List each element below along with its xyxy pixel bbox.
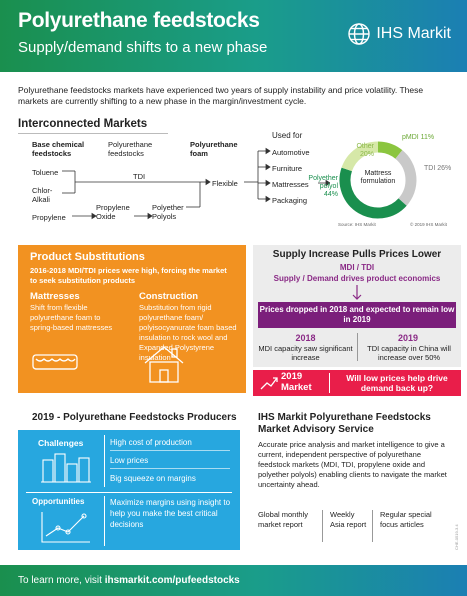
logo-text: IHS Markit — [376, 25, 451, 42]
donut-slice-tdi — [399, 154, 411, 202]
label-other: Other 20% — [356, 143, 374, 158]
opportunities-text: Maximize margins using insight to help you make the best critical decisions — [110, 498, 231, 529]
col-head-pu-foam: Polyurethane foam — [190, 140, 238, 158]
footer-prefix: To learn more, visit — [18, 575, 105, 586]
tdi-capacity-text: TDI capacity in China will increase over 50% — [367, 344, 451, 362]
use-packaging: Packaging — [272, 196, 308, 205]
substitutions-title: Product Substitutions — [30, 251, 145, 263]
col-head-base-chemical: Base chemical feedstocks — [32, 140, 85, 158]
challenge-2: Low prices — [110, 455, 230, 469]
service-divider-2 — [372, 510, 373, 542]
chart-up-icon — [259, 374, 279, 392]
construction-title: Construction — [139, 291, 199, 302]
globe-icon — [347, 22, 371, 46]
polyether-polyols-label: Polyether Polyols — [152, 203, 184, 221]
footer-banner — [0, 565, 467, 596]
challenges-divider — [104, 435, 105, 487]
opportunities-divider — [104, 496, 105, 546]
copyright-note: © 2019 IHS Markit — [410, 222, 447, 227]
use-mattresses: Mattresses — [272, 180, 309, 189]
service-special-focus: Regular special focus articles — [380, 510, 432, 529]
use-automotive: Automotive — [272, 148, 310, 157]
footer-link[interactable]: ihsmarkit.com/pufeedstocks — [104, 575, 240, 586]
growth-chart-icon — [40, 510, 92, 544]
label-polyether: Polyether polyol 44% — [308, 175, 338, 198]
supply-sub: MDI / TDI — [339, 263, 375, 272]
arrow-down-icon — [351, 285, 363, 301]
mattresses-text: Shift from flexible polyurethane foam to spring-based mattresses — [30, 303, 113, 332]
service-global-monthly: Global monthly market report — [258, 510, 309, 529]
market-year: 2019 — [281, 371, 303, 382]
page-title: Polyurethane feedstocks — [18, 9, 260, 32]
use-furniture: Furniture — [272, 164, 303, 173]
page-subtitle: Supply/demand shifts to a new phase — [18, 39, 268, 56]
city-skyline-icon — [40, 452, 92, 484]
ihs-markit-logo — [347, 22, 451, 46]
intro-paragraph: Polyurethane feedstocks markets have experienced two years of supply instability and price volatility. These markets are currently shifting to a new phase in the margin/investment cycle. — [18, 85, 424, 106]
producers-hr — [26, 492, 232, 493]
document-code: CHE-0519-3.4 — [454, 524, 459, 550]
market-banner — [253, 370, 461, 396]
challenge-3: Big squeeze on margins — [110, 474, 196, 483]
interconnected-title: Interconnected Markets — [18, 118, 148, 130]
mdi-capacity-text: MDI capacity saw significant increase — [258, 344, 353, 362]
supply-sub2: Supply / Demand drives product economics — [273, 274, 441, 283]
chlor-alkali-label: Chlor-Alkali — [32, 186, 53, 204]
mattresses-title: Mattresses — [30, 291, 80, 302]
propylene-label: Propylene — [32, 213, 66, 222]
mattress-icon — [30, 345, 80, 383]
house-icon — [139, 341, 189, 387]
col-head-used-for: Used for — [272, 131, 303, 140]
flow-connectors — [0, 0, 330, 240]
flexible-label: Flexible — [212, 179, 238, 188]
construction-text: Substitution from rigid polyurethane foam/ polyisocyanurate foam based insulation to rock wool and Expanded Polystyrene insulation — [139, 303, 237, 362]
label-pmdi: pMDI 11% — [402, 134, 435, 141]
service-divider-1 — [322, 510, 323, 542]
market-divider — [329, 373, 330, 393]
challenge-1: High cost of production — [110, 437, 230, 451]
donut-slice-pmdi — [378, 147, 399, 154]
propylene-oxide-label: Propylene Oxide — [96, 203, 130, 221]
year-2019: 2019 — [397, 333, 419, 343]
substitutions-intro: 2016-2018 MDI/TDI prices were high, forcing the market to seek substitution products — [30, 266, 227, 285]
service-weekly-asia: Weekly Asia report — [330, 510, 367, 529]
supply-divider — [357, 333, 358, 361]
market-word: Market — [281, 382, 312, 393]
advisory-title: IHS Markit Polyurethane Feedstocks Market Advisory Service — [258, 412, 431, 435]
challenges-label: Challenges — [38, 438, 84, 448]
producers-title: 2019 - Polyurethane Feedstocks Producers — [32, 412, 237, 423]
source-note: Source: IHS Markit — [338, 222, 376, 227]
toluene-label: Toluene — [32, 168, 59, 177]
supply-title: Supply Increase Pulls Prices Lower — [272, 249, 442, 260]
market-question: Will low prices help drive demand back up? — [346, 373, 448, 393]
col-head-pu-feedstocks: Polyurethane feedstocks — [108, 140, 153, 158]
advisory-text: Accurate price analysis and market intelligence to give a current, independent perspective of polyurethane feedstock markets (MDI, TDI, propylene oxide and polyether polyols) enabling clients to navigate the market uncertainty ahead. — [258, 440, 447, 489]
prices-banner: Prices dropped in 2018 and expected to remain low in 2019 — [258, 302, 456, 328]
donut-center-label: Mattress formulation — [360, 170, 396, 185]
year-2018: 2018 — [295, 333, 316, 343]
producers-panel — [18, 430, 240, 550]
opportunities-label: Opportunities — [32, 497, 85, 506]
tdi-flow-label: TDI — [133, 172, 146, 181]
product-substitutions-panel — [18, 245, 246, 393]
label-tdi: TDI 26% — [424, 165, 452, 172]
